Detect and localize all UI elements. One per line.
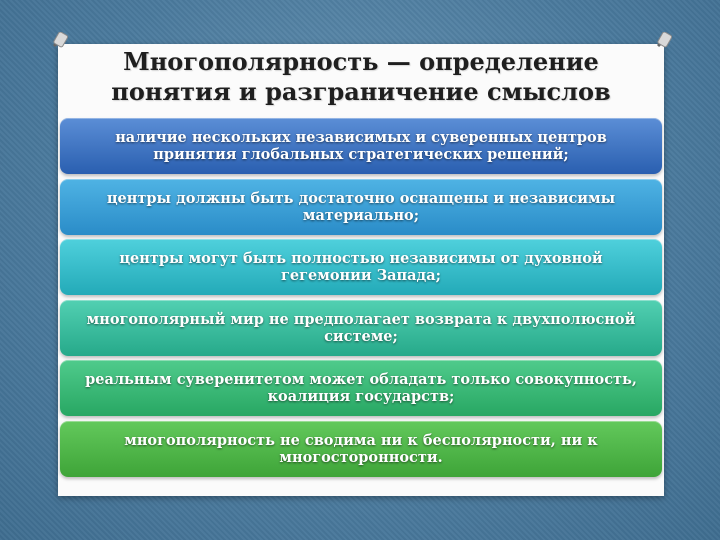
title-line: Многополярность — определение xyxy=(123,47,599,76)
statement-text: принятия глобальных стратегических решений; xyxy=(153,146,569,163)
statement-box xyxy=(60,421,662,477)
statement-text: центры должны быть достаточно оснащены и независимы xyxy=(106,189,616,207)
statement-text: реальным суверенитетом может обладать только совокупность, xyxy=(85,371,637,388)
statement-box xyxy=(60,118,662,174)
statement-text: материально; xyxy=(302,206,420,224)
title-line: понятия и разграничение смыслов xyxy=(111,77,611,106)
statement-box xyxy=(60,179,662,235)
statement-list xyxy=(60,118,662,481)
statement-box xyxy=(60,300,662,356)
statement-box xyxy=(60,239,662,295)
slide-title xyxy=(58,47,664,107)
statement-text: гегемонии Запада; xyxy=(281,267,441,284)
statement-text: центры могут быть полностью независимы от духовной xyxy=(119,250,603,267)
statement-box xyxy=(60,360,662,416)
statement-text: системе; xyxy=(324,327,398,345)
statement-text: наличие нескольких независимых и суверенных центров xyxy=(115,129,607,146)
statement-text: многополярный мир не предполагает возврата к двухполюсной xyxy=(86,310,636,328)
statement-text: многополярность не сводима ни к бесполярности, ни к xyxy=(124,431,598,449)
statement-text: многосторонности. xyxy=(279,448,443,466)
statement-text: коалиция государств; xyxy=(267,388,455,405)
